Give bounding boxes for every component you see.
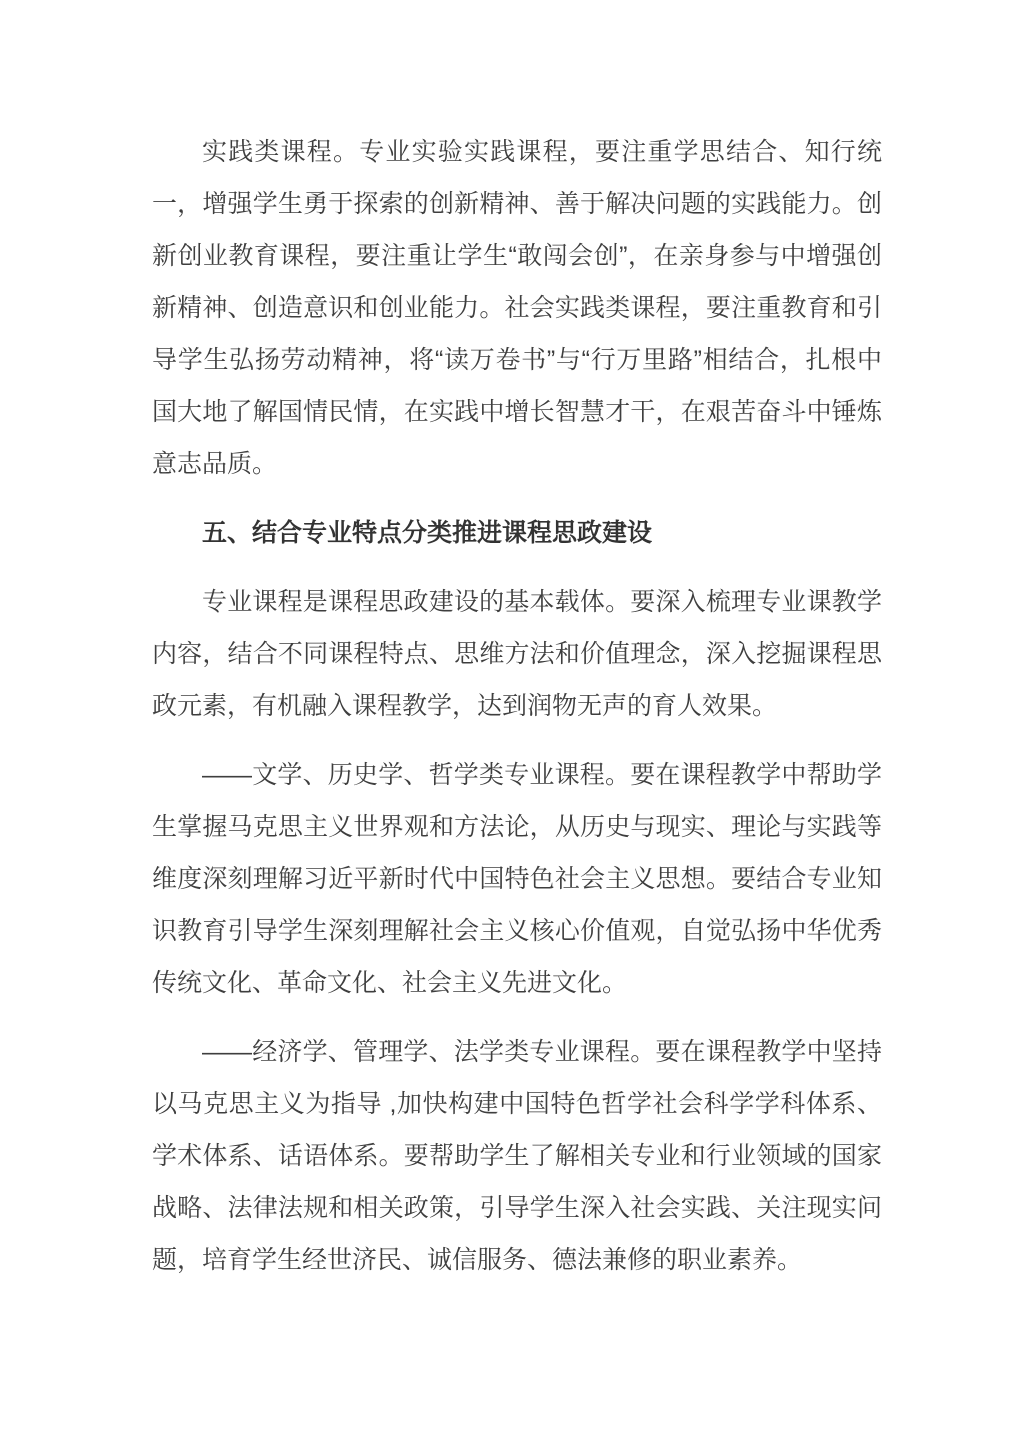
paragraph-economics-management-law: ——经济学、管理学、法学类专业课程。要在课程教学中坚持以马克思主义为指导 ,加快构建中国特色哲学社会科学学科体系、学术体系、话语体系。要帮助学生了解相关专业和行业领域的国家战略、法律法规和相关政策，引导学生深入社会实践、关注现实问题，培育学生经世济民、诚信服务、德法兼修的职业素养。 — [152, 1038, 882, 1274]
paragraph-professional-courses-intro: 专业课程是课程思政建设的基本载体。要深入梳理专业课教学内容，结合不同课程特点、思维方法和价值理念，深入挖掘课程思政元素，有机融入课程教学，达到润物无声的育人效果。 — [152, 588, 882, 720]
paragraph-practice-courses: 实践类课程。专业实验实践课程，要注重学思结合、知行统一，增强学生勇于探索的创新精神、善于解决问题的实践能力。创新创业教育课程，要注重让学生“敢闯会创”，在亲身参与中增强创新精神、创造意识和创业能力。社会实践类课程，要注重教育和引导学生弘扬劳动精神，将“读万卷书”与“行万里路”相结合，扎根中国大地了解国情民情，在实践中增长智慧才干，在艰苦奋斗中锤炼意志品质。 — [152, 138, 882, 478]
section-heading-5: 五、结合专业特点分类推进课程思政建设 — [202, 519, 653, 547]
paragraph-literature-history-philosophy: ——文学、历史学、哲学类专业课程。要在课程教学中帮助学生掌握马克思主义世界观和方法论，从历史与现实、理论与实践等维度深刻理解习近平新时代中国特色社会主义思想。要结合专业知识教育引导学生深刻理解社会主义核心价值观，自觉弘扬中华优秀传统文化、革命文化、社会主义先进文化。 — [152, 761, 882, 997]
